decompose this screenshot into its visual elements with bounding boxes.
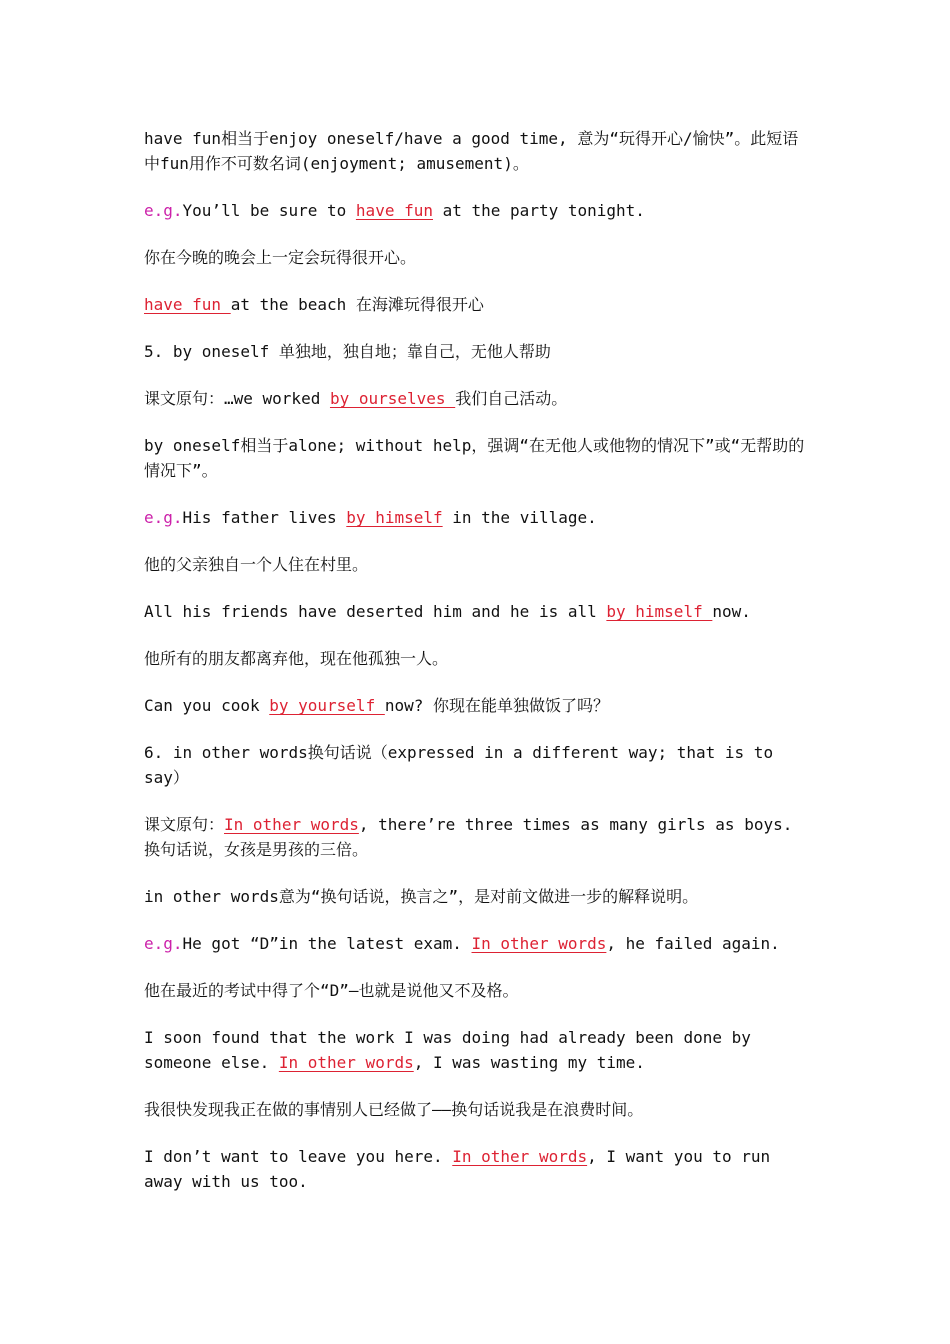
text-run: 他在最近的考试中得了个“D”—也就是说他又不及格。 — [144, 981, 519, 1000]
text-run: All his friends have deserted him and he is all — [144, 602, 607, 621]
text-run: have fun相当于enjoy oneself/have a good time, 意为“玩得开心/愉快”。此短语中fun用作不可数名词(enjoyment; amusement)。 — [144, 129, 799, 173]
item-6-heading — [144, 740, 814, 790]
example-marker: e.g. — [144, 934, 183, 953]
item-6-example2-en — [144, 1025, 814, 1075]
highlighted-phrase: have fun — [144, 295, 231, 314]
text-run: by oneself相当于alone; without help，强调“在无他人或他物的情况下”或“无帮助的情况下”。 — [144, 436, 805, 480]
have-fun-beach — [144, 292, 814, 317]
item-5-example2-en — [144, 599, 814, 624]
have-fun-explanation — [144, 126, 814, 176]
item-5-example2-zh — [144, 646, 814, 671]
text-run: He got “D”in the latest exam. — [182, 934, 472, 953]
document-page — [144, 126, 814, 1216]
item-5-example-zh — [144, 552, 814, 577]
text-run: His father lives — [182, 508, 347, 527]
item-6-example-en — [144, 931, 814, 956]
item-5-example-en — [144, 505, 814, 530]
example-marker: e.g. — [144, 201, 183, 220]
highlighted-phrase: by himself — [606, 602, 713, 621]
text-run: You’ll be sure to — [182, 201, 356, 220]
have-fun-example-zh — [144, 245, 814, 270]
highlighted-phrase: by ourselves — [329, 389, 456, 408]
text-run: 课文原句： — [144, 815, 225, 834]
text-run: , I was wasting my time. — [413, 1053, 645, 1072]
highlighted-phrase: In other words — [452, 1147, 588, 1166]
text-run: in other words意为“换句话说，换言之”，是对前文做进一步的解释说明。 — [144, 887, 699, 906]
highlighted-phrase: by himself — [346, 508, 443, 527]
item-6-example-zh — [144, 978, 814, 1003]
text-run: in the village. — [442, 508, 597, 527]
text-run: Can you cook — [144, 696, 270, 715]
text-run: at the beach 在海滩玩得很开心 — [230, 295, 484, 314]
item-6-example3-en — [144, 1144, 814, 1194]
highlighted-phrase: have fun — [355, 201, 433, 220]
highlighted-phrase: In other words — [278, 1053, 414, 1072]
text-run: 6. in other words换句话说（expressed in a different way; that is to say） — [144, 743, 783, 787]
item-5-original — [144, 386, 814, 411]
text-run: 我们自己活动。 — [455, 389, 568, 408]
text-run: now. — [712, 602, 751, 621]
item-6-example2-zh — [144, 1097, 814, 1122]
have-fun-example-en — [144, 198, 814, 223]
text-run: 他所有的朋友都离弃他，现在他孤独一人。 — [144, 649, 449, 668]
text-run: 我很快发现我正在做的事情别人已经做了——换句话说我是在浪费时间。 — [144, 1100, 644, 1119]
item-6-original — [144, 812, 814, 862]
text-run: 课文原句：…we worked — [144, 389, 330, 408]
text-run: 5. by oneself 单独地，独自地；靠自己，无他人帮助 — [144, 342, 551, 361]
example-marker: e.g. — [144, 508, 183, 527]
item-6-explanation — [144, 884, 814, 909]
text-run: at the party tonight. — [432, 201, 645, 220]
item-5-example3 — [144, 693, 814, 718]
item-5-heading — [144, 339, 814, 364]
item-5-explanation — [144, 433, 814, 483]
text-run: 你在今晚的晚会上一定会玩得很开心。 — [144, 248, 417, 267]
text-run: I soon found that the work I was doing had already been done by someone else. — [144, 1028, 761, 1072]
text-run: now? 你现在能单独做饭了吗？ — [384, 696, 609, 715]
text-run: , he failed again. — [606, 934, 780, 953]
highlighted-phrase: In other words — [471, 934, 607, 953]
text-run: I don’t want to leave you here. — [144, 1147, 453, 1166]
text-run: 他的父亲独自一个人住在村里。 — [144, 555, 369, 574]
highlighted-phrase: by yourself — [269, 696, 385, 715]
text-run: , there’re three times as many girls as boys. 换句话说，女孩是男孩的三倍。 — [144, 815, 802, 859]
highlighted-phrase: In other words — [224, 815, 359, 834]
text-run: , I want you to run away with us too. — [144, 1147, 780, 1191]
